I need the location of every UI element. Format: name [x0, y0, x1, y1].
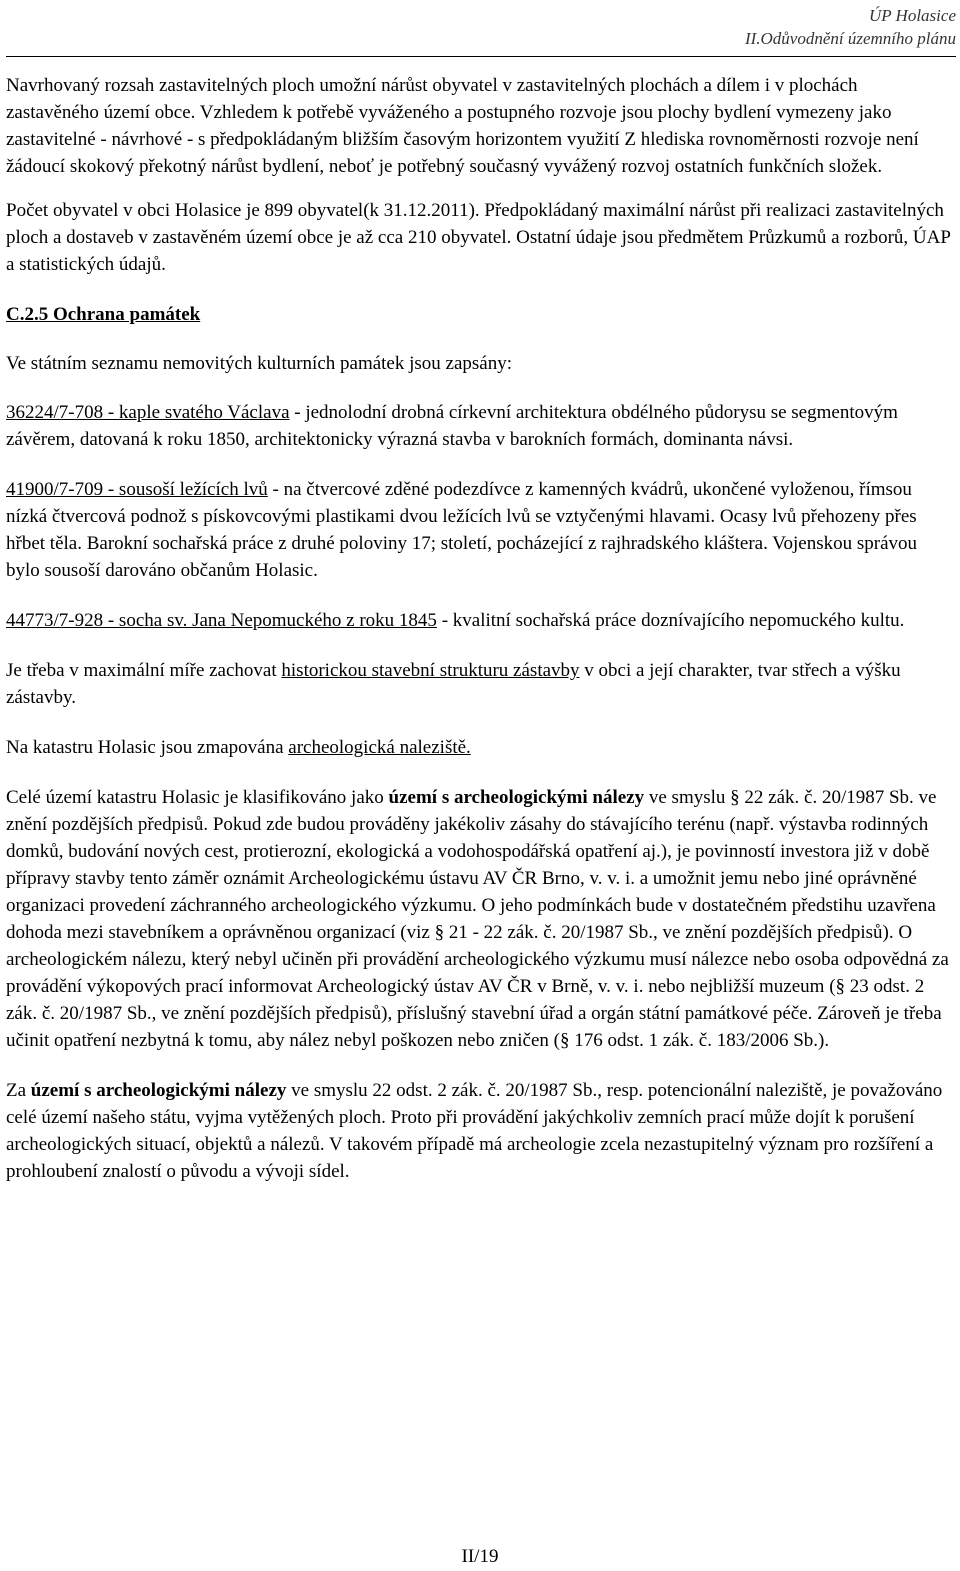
monument-title: 36224/7-708 - kaple svatého Václava	[6, 402, 290, 423]
section-heading: C.2.5 Ochrana památek	[6, 304, 201, 325]
territory-paragraph	[6, 784, 954, 1054]
preservation-paragraph	[6, 657, 954, 711]
final-bold-term: území s archeologickými nálezy	[30, 1080, 287, 1101]
monument-item	[6, 607, 954, 634]
monument-description: - kvalitní sochařská práce doznívajícího nepomuckého kultu.	[436, 610, 905, 631]
archeological-sites-term: archeologická naleziště.	[288, 737, 471, 758]
intro-paragraph: Navrhovaný rozsah zastavitelných ploch umožní nárůst obyvatel v zastavitelných plochách a dílem i v plochách zastavěného území obce. Vzhledem k potřebě vyváženého a postupného rozvoje jsou plochy bydlení vymezeny jako zastavitelné - návrhové - s předpokládaným bližším časovým horizontem využití Z hlediska rovnoměrnosti rozvoje není žádoucí skokový překotný nárůst bydlení, neboť je potřebný současný vyvážený rozvoj ostatních funkčních složek.	[6, 75, 919, 177]
monument-item	[6, 476, 954, 584]
archeological-sites-paragraph	[6, 734, 954, 761]
monument-item	[6, 399, 954, 453]
preservation-text-end: v obci a její charakter, tvar střech a výšku zástavby.	[6, 660, 901, 708]
page-header	[745, 4, 956, 50]
monument-title: 44773/7-928 - socha sv. Jana Nepomuckého z roku 1845	[6, 610, 437, 631]
final-text-end: ve smyslu 22 odst. 2 zák. č. 20/1987 Sb., resp. potencionální naleziště, je považováno celé území našeho státu, vyjma vytěžených ploch. Proto při provádění jakýchkoliv zemních prací může dojít k porušení archeologických situací, objektů a nálezů. V takovém případě má archeologie zcela nezastupitelný význam pro rozšíření a prohloubení znalostí o původu a vývoji sídel.	[6, 1080, 943, 1182]
monument-list-intro: Ve státním seznamu nemovitých kulturních památek jsou zapsány:	[6, 353, 513, 374]
document-body	[6, 72, 954, 1208]
territory-text-end: ve smyslu § 22 zák. č. 20/1987 Sb. ve znění pozdějších předpisů. Pokud zde budou prováděny jakékoliv zásahy do stávajícího terénu (např. výstavba rodinných domků, budování nových cest, protierozní, ekologická a vodohospodářská opatření aj.), je povinností investora již v době přípravy stavby tento záměr oznámit Archeologickému ústavu AV ČR Brno, v. v. i. a umožnit jemu nebo jiné oprávněné organizaci provedení záchranného archeologického výzkumu. O jeho podmínkách bude v dostatečném předstihu uzavřena dohoda mezi stavebníkem a oprávněnou organizací (viz § 21 - 22 zák. č. 20/1987 Sb., ve znění pozdějších předpisů). O archeologickém nálezu, který nebyl učiněn při provádění archeologického výzkumu musí nálezce nebo osoba odpovědná za provádění výkopových prací informovat Archeologický ústav AV ČR v Brně, v. v. i. nebo nejbližší muzeum (§ 23 odst. 2 zák. č. 20/1987 Sb., ve znění pozdějších předpisů), příslušný stavební úřad a orgán státní památkové péče. Zároveň je třeba učinit opatření nezbytná k tomu, aby nález nebyl poškozen nebo zničen (§ 176 odst. 1 zák. č. 183/2006 Sb.).	[6, 787, 949, 1051]
historic-structure-term: historickou stavební strukturu zástavby	[281, 660, 580, 681]
archeological-sites-text: Na katastru Holasic jsou zmapována	[6, 737, 289, 758]
final-paragraph	[6, 1077, 954, 1185]
header-divider	[6, 56, 956, 57]
header-document-title: ÚP Holasice	[868, 6, 956, 25]
preservation-text-start: Je třeba v maximální míře zachovat	[6, 660, 282, 681]
final-text-start: Za	[6, 1080, 31, 1101]
population-paragraph: Počet obyvatel v obci Holasice je 899 obyvatel(k 31.12.2011). Předpokládaný maximální nárůst při realizaci zastavitelných ploch a dostaveb v zastavěném území obce je až cca 210 obyvatel. Ostatní údaje jsou předmětem Průzkumů a rozborů, ÚAP a statistických údajů.	[6, 200, 951, 275]
page-number: II/19	[461, 1546, 499, 1567]
monument-description: - jednolodní drobná církevní architektura obdélného půdorysu se segmentovým závěrem, datovaná k roku 1850, architektonicky výrazná stavba v barokních formách, dominanta návsi.	[6, 402, 898, 450]
monument-description: - na čtvercové zděné podezdívce z kamenných kvádrů, ukončené vyloženou, římsou nízká čtvercová podnož s pískovcovými plastikami dvou ležících lvů se vztyčenými hlavami. Ocasy lvů přehozeny přes hřbet těla. Barokní sochařská práce z druhé poloviny 17; století, pocházející z rajhradského kláštera. Vojenskou správou bylo sousoší darováno občanům Holasic.	[6, 479, 918, 581]
monument-title: 41900/7-709 - sousoší ležících lvů	[6, 479, 268, 500]
header-document-subtitle: II.Odůvodnění územního plánu	[744, 29, 956, 48]
territory-bold-term: území s archeologickými nálezy	[388, 787, 645, 808]
territory-text-start: Celé území katastru Holasic je klasifikováno jako	[6, 787, 389, 808]
